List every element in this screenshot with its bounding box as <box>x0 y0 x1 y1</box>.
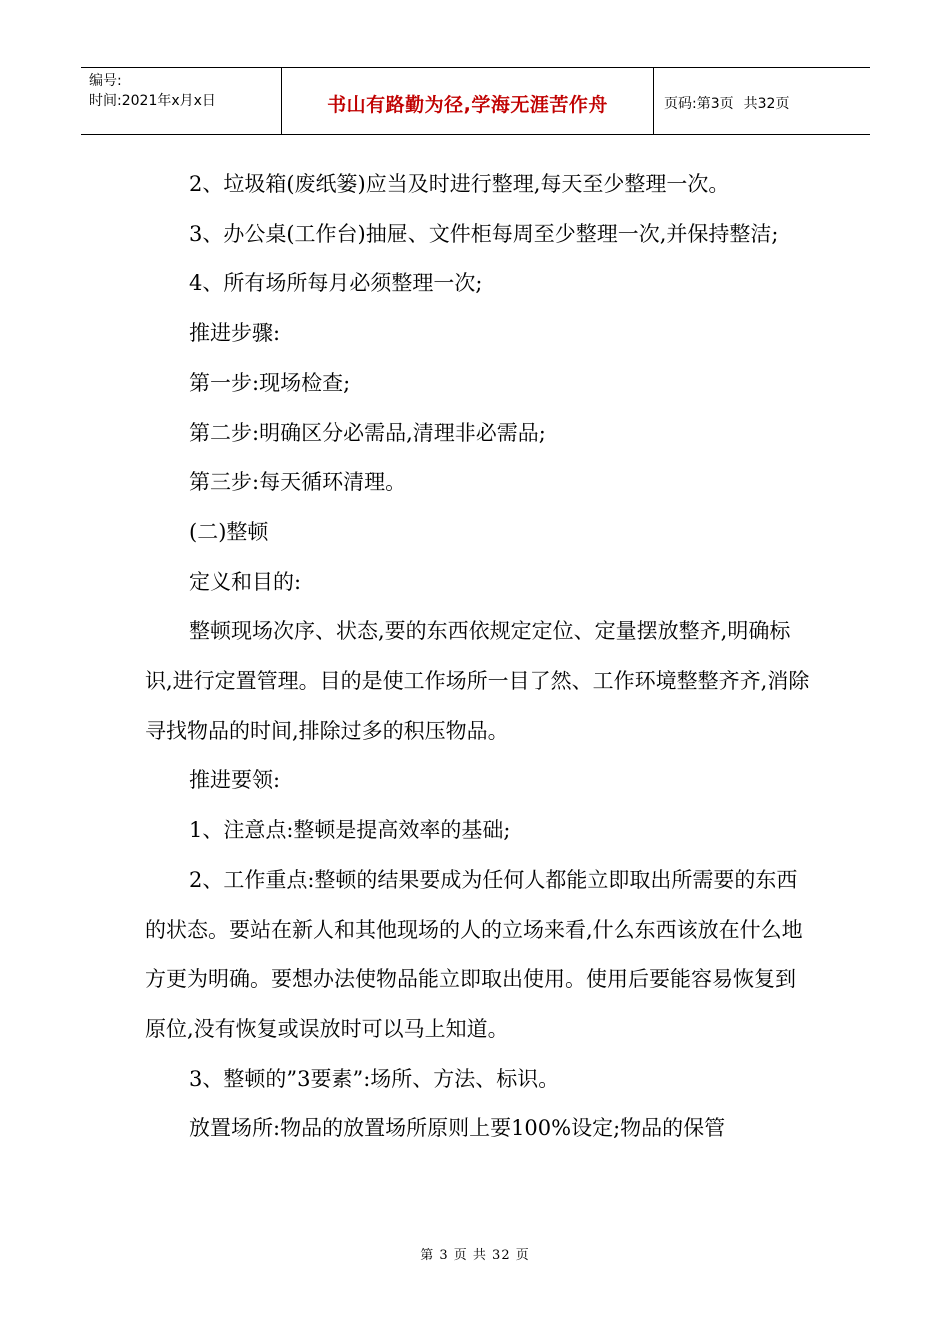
paragraph: 1、注意点:整顿是提高效率的基础; <box>189 818 511 843</box>
paragraph: 推进要领: <box>189 768 281 793</box>
paragraph: 2、垃圾箱(废纸篓)应当及时进行整理,每天至少整理一次。 <box>189 172 730 196</box>
header-page-total: 共32页 <box>743 96 790 112</box>
page-footer: 第 3 页 共 32 页 <box>420 1248 530 1263</box>
paragraph: 推进步骤: <box>189 321 281 346</box>
header-motto: 书山有路勤为径,学海无涯苦作舟 <box>327 93 608 116</box>
paragraph: 定义和目的: <box>189 569 302 594</box>
document-body <box>145 160 810 1154</box>
paragraph: 放置场所:物品的放置场所原则上要100%设定;物品的保管 <box>189 1116 726 1141</box>
paragraph: 3、办公桌(工作台)抽屉、文件柜每周至少整理一次,并保持整洁; <box>189 221 779 246</box>
paragraph: 2、工作重点:整顿的结果要成为任何人都能立即取出所需要的东西的状态。要站在新人和其他现场的人的立场来看,什么东西该放在什么地方更为明确。要想办法使物品能立即取出使用。使用后要能容易恢复到原位,没有恢复或误放时可以马上知道。 <box>145 867 803 1041</box>
paragraph: 4、所有场所每月必须整理一次; <box>189 271 483 296</box>
paragraph: (二)整顿 <box>189 519 269 544</box>
document-time-label: 时间:2021年x月x日 <box>89 93 216 109</box>
header-motto-cell <box>282 68 654 134</box>
header-page-number: 页码:第3页 <box>664 96 734 112</box>
document-number-label: 编号: <box>89 73 122 89</box>
header-page-cell <box>654 68 870 134</box>
paragraph: 第一步:现场检查; <box>189 370 351 395</box>
paragraph: 整顿现场次序、状态,要的东西依规定定位、定量摆放整齐,明确标识,进行定置管理。目的是使工作场所一目了然、工作环境整整齐齐,消除寻找物品的时间,排除过多的积压物品。 <box>145 619 810 743</box>
paragraph: 第二步:明确区分必需品,清理非必需品; <box>189 420 546 445</box>
paragraph: 3、整顿的”3要素”:场所、方法、标识。 <box>189 1066 560 1091</box>
header-meta-cell <box>81 68 282 134</box>
page-header <box>81 67 870 135</box>
paragraph: 第三步:每天循环清理。 <box>189 470 407 495</box>
